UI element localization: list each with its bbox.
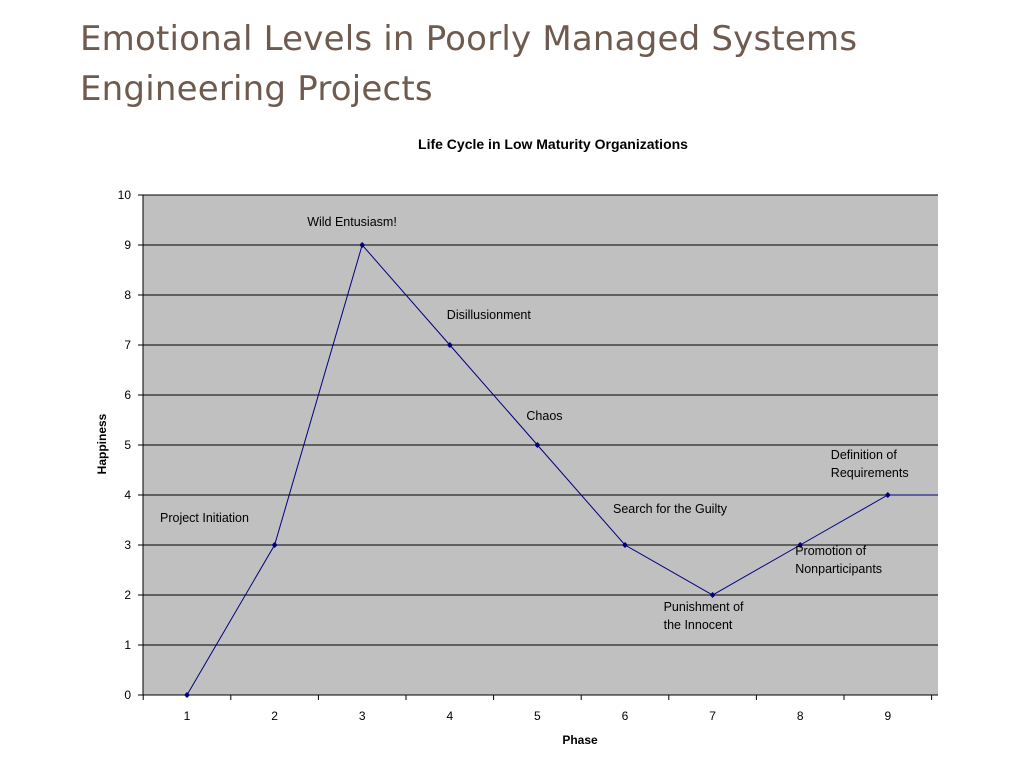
y-tick-label-8: 8 [124, 288, 131, 302]
x-tick-label-8: 8 [796, 709, 804, 723]
annotation-5: Search for the Guilty [613, 502, 727, 516]
annotation-8: Definition of Requirements [830, 448, 909, 480]
y-tick-label-7: 7 [124, 338, 131, 352]
annotation-3: Disillusionment [446, 308, 531, 322]
annotation-1: Project Initiation [160, 511, 249, 525]
x-tick-label-6: 6 [621, 709, 629, 723]
slide-title-line-2: Engineering Projects [80, 69, 433, 109]
y-axis-label: Happiness [95, 413, 109, 475]
annotation-2: Wild Entusiasm! [307, 215, 397, 229]
annotation-6: Punishment of the Innocent [663, 600, 744, 632]
chart-title: Life Cycle in Low Maturity Organizations [418, 136, 688, 152]
y-tick-label-9: 9 [124, 238, 131, 252]
annotation-7: Promotion of Nonparticipants [795, 544, 883, 576]
x-tick-label-7: 7 [709, 709, 716, 723]
annotation-4: Chaos [526, 409, 563, 423]
x-axis-label: Phase [562, 733, 598, 747]
x-axis-ticks [143, 695, 931, 723]
y-tick-label-0: 0 [124, 688, 131, 702]
x-tick-label-4: 4 [446, 709, 454, 723]
y-tick-label-4: 4 [124, 488, 131, 502]
y-tick-label-6: 6 [124, 388, 131, 402]
y-tick-label-1: 1 [124, 638, 131, 652]
y-tick-label-10: 10 [117, 188, 131, 202]
x-tick-label-2: 2 [271, 709, 278, 723]
x-tick-label-3: 3 [358, 709, 366, 723]
x-tick-label-5: 5 [534, 709, 541, 723]
y-tick-label-2: 2 [124, 588, 131, 602]
y-tick-label-5: 5 [124, 438, 131, 452]
x-tick-label-9: 9 [884, 709, 892, 723]
slide-title-line-1: Emotional Levels in Poorly Managed Systems [80, 19, 858, 59]
x-tick-label-1: 1 [183, 709, 191, 723]
y-tick-label-3: 3 [124, 538, 131, 552]
y-axis-ticks [118, 188, 143, 702]
